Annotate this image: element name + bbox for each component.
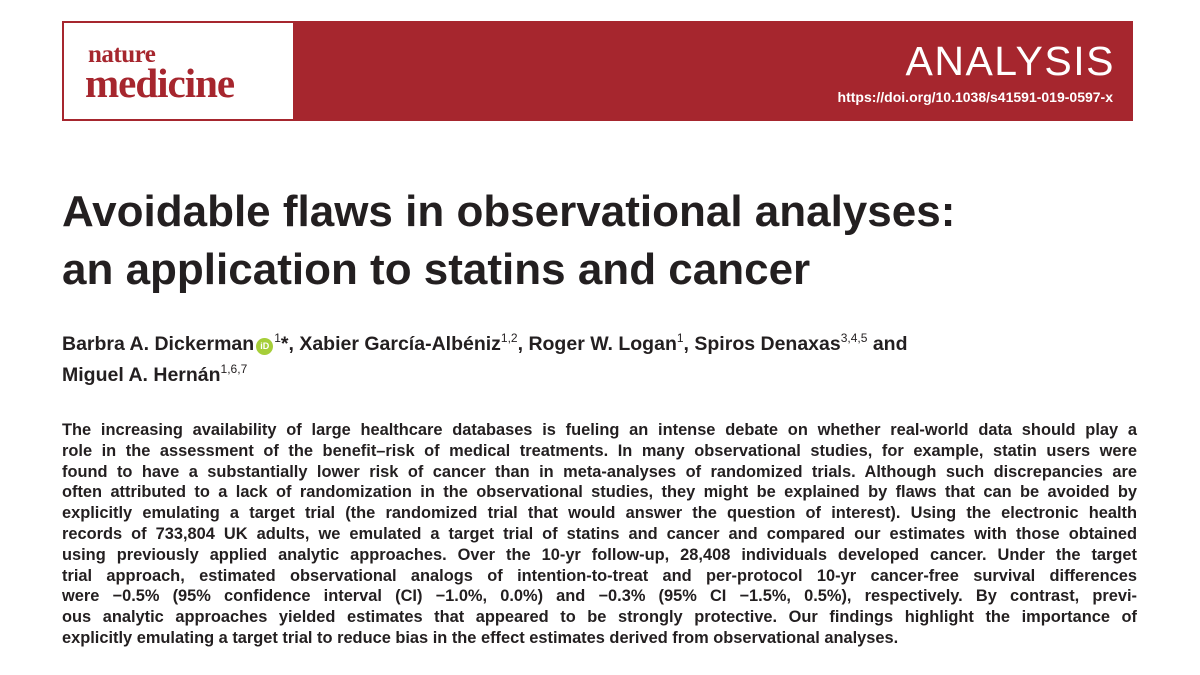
abstract-line: found to have a substantially lower risk of cancer than in meta-analyses of randomized trials. Although such discrepancies are bbox=[62, 462, 1137, 481]
article-title bbox=[62, 183, 1062, 299]
author-separator: , bbox=[288, 333, 300, 355]
author-name[interactable]: Roger W. Logan bbox=[528, 333, 677, 355]
author-line bbox=[62, 329, 1132, 360]
affiliation-marker: 1 bbox=[274, 331, 281, 345]
abstract-line: were −0.5% (95% confidence interval (CI) −1.0%, 0.0%) and −0.3% (95% CI −1.5%, 0.5%), respectively. By contrast, previ- bbox=[62, 587, 1137, 606]
journal-logo[interactable] bbox=[62, 21, 295, 121]
abstract-line: role in the assessment of the benefit–risk of medical treatments. In many observational studies, for example, statin users were bbox=[62, 441, 1137, 460]
abstract-line: records of 733,804 UK adults, we emulated a target trial of statins and cancer and compared our estimates with those obtained bbox=[62, 524, 1137, 543]
abstract-line: explicitly emulating a target trial (the randomized trial that would answer the question of interest). Using the electronic health bbox=[62, 504, 1137, 523]
abstract-line: trial approach, estimated observational analogs of intention-to-treat and per-protocol 10-yr cancer-free survival differences bbox=[62, 566, 1137, 585]
abstract-line: The increasing availability of large healthcare databases is fueling an intense debate on whether real-world data should play a bbox=[62, 421, 1137, 439]
affiliation-marker: 1 bbox=[676, 331, 684, 345]
affiliation-marker: 3,4,5 bbox=[840, 331, 868, 345]
title-line: an application to statins and cancer bbox=[62, 245, 811, 294]
affiliation-marker: 1,6,7 bbox=[220, 362, 248, 376]
section-label: ANALYSIS bbox=[905, 38, 1115, 84]
author-separator: , bbox=[517, 333, 529, 355]
author-separator: , bbox=[683, 333, 695, 355]
logo-nature-text: nature bbox=[88, 41, 156, 68]
orcid-icon[interactable]: iD bbox=[256, 338, 273, 355]
author-separator: and bbox=[867, 333, 908, 355]
abstract-line: ous analytic approaches yielded estimates that appeared to be strongly protective. Our findings highlight the importance of bbox=[62, 608, 1137, 627]
affiliation-marker: 1,2 bbox=[500, 331, 518, 345]
author-name[interactable]: Miguel A. Hernán bbox=[62, 364, 221, 386]
author-name[interactable]: Barbra A. Dickerman bbox=[62, 333, 255, 355]
title-line: Avoidable flaws in observational analyses: bbox=[62, 187, 956, 236]
author-list bbox=[62, 329, 1132, 391]
corresponding-author-mark: * bbox=[280, 333, 289, 355]
abstract bbox=[62, 420, 1137, 649]
abstract-line: using previously applied analytic approaches. Over the 10-yr follow-up, 28,408 individuals developed cancer. Under the target bbox=[62, 545, 1137, 564]
doi-link[interactable]: https://doi.org/10.1038/s41591-019-0597-x bbox=[837, 89, 1113, 105]
author-name[interactable]: Xabier García-Albéniz bbox=[299, 333, 501, 355]
abstract-line: often attributed to a lack of randomization in the observational studies, they might be explained by flaws that can be avoided by bbox=[62, 483, 1137, 502]
logo-medicine-text: medicine bbox=[85, 60, 235, 106]
journal-banner bbox=[62, 21, 1133, 121]
abstract-line: explicitly emulating a target trial to reduce bias in the effect estimates derived from observational analyses. bbox=[62, 628, 899, 647]
author-line bbox=[62, 360, 1132, 391]
author-name[interactable]: Spiros Denaxas bbox=[694, 333, 841, 355]
